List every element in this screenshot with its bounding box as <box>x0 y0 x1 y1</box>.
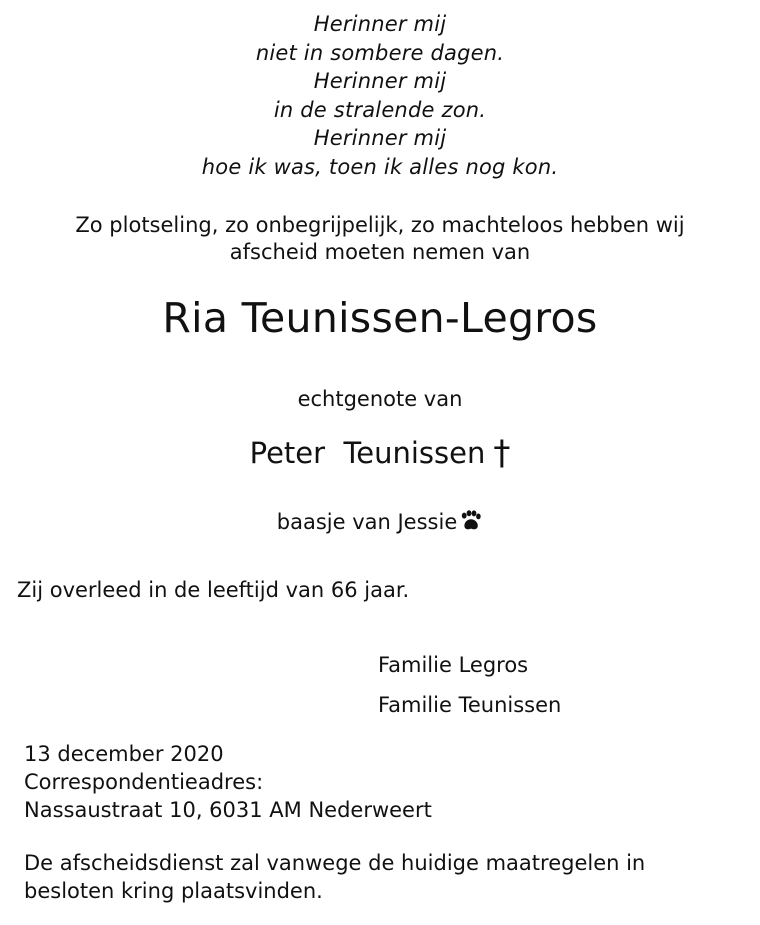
poem-line: in de stralende zon. <box>273 97 487 122</box>
poem <box>0 10 760 181</box>
poem-line: Herinner mij <box>313 12 447 36</box>
spouse-name: Peter Teunissen <box>249 436 486 470</box>
relation-label: echtgenote van <box>297 387 463 411</box>
service-notice <box>24 849 645 905</box>
spouse <box>0 434 760 472</box>
deceased-name: Ria Teunissen-Legros <box>162 294 598 342</box>
family-name: Familie Legros <box>378 653 529 677</box>
notice-line-2: besloten kring plaatsvinden. <box>24 879 323 903</box>
paw-icon <box>459 510 483 532</box>
intro-line-2: afscheid moeten nemen van <box>229 240 531 264</box>
notice-line-1: De afscheidsdienst zal vanwege de huidige maatregelen in <box>24 851 646 875</box>
cross-icon: † <box>493 433 511 473</box>
family-name: Familie Teunissen <box>378 693 562 717</box>
pet-text: baasje van Jessie <box>276 510 458 534</box>
poem-line: Herinner mij <box>313 126 447 150</box>
pet-line <box>0 508 760 536</box>
poem-line: hoe ik was, toen ik alles nog kon. <box>201 154 559 179</box>
address: Nassaustraat 10, 6031 AM Nederweert <box>24 798 432 822</box>
age-statement: Zij overleed in de leeftijd van 66 jaar. <box>17 578 410 602</box>
address-label: Correspondentieadres: <box>24 770 264 794</box>
intro-text <box>0 212 760 266</box>
correspondence-details <box>24 740 432 824</box>
poem-line: Herinner mij <box>313 69 447 93</box>
intro-line-1: Zo plotseling, zo onbegrijpelijk, zo machteloos hebben wij <box>75 213 685 237</box>
family-signatures <box>378 645 561 725</box>
poem-line: niet in sombere dagen. <box>255 40 505 65</box>
date: 13 december 2020 <box>24 742 224 766</box>
